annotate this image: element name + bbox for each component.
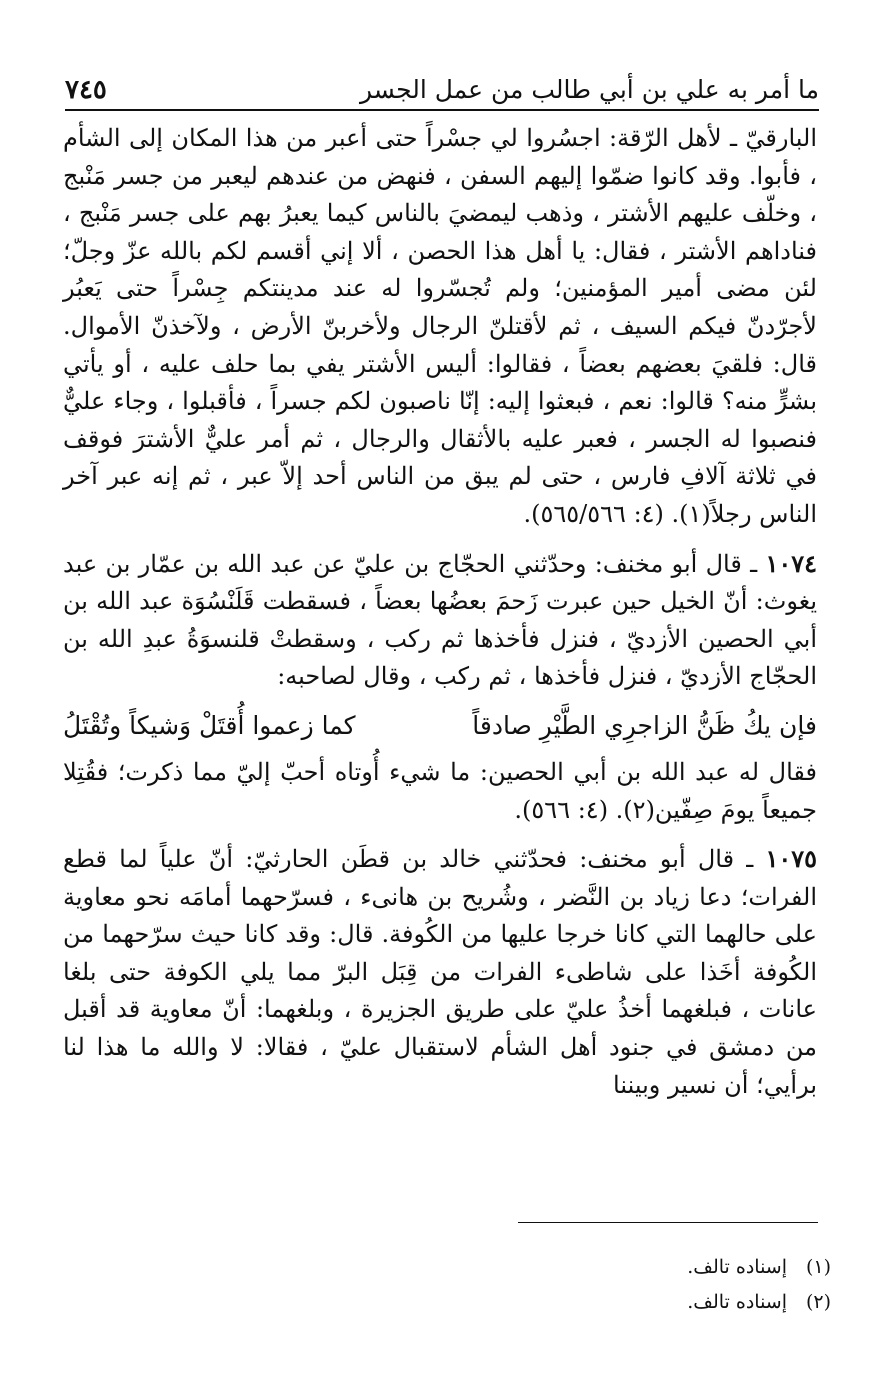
narration-number: ١٠٧٤ [765,548,817,578]
narration-text: ـ قال أبو مخنف: فحدّثني خالد بن قطَن الحارثيّ: أنّ علياً لما قطع الفرات؛ دعا زياد بن النَّضر ، وشُريح بن هانىء ، فسرّحهما أمامَه نحو معاوية على حالهما التي كانا خرجا عليها من الكُوفة. قال: وقد كانا حيث سرّحهما من الكُوفة أخَذا على شاطىء الفرات من قِبَل البرّ مما يلي الكوفة حتى بلغا عانات ، فبلغهما أخذُ عليّ على طريق الجزيرة ، وبلغهما: أنّ معاوية قد أقبل من دمشق في جنود أهل الشأم لاستقبال عليّ ، فقالا: لا والله ما هذا لنا برأيي؛ أن نسير وبيننا [63,845,817,1099]
footnote-item [63,1250,831,1285]
paragraph-verse-followup: فقال له عبد الله بن أبي الحصين: ما شيء أُوتاه أحبّ إليّ مما ذكرت؛ فقُتِلا جميعاً يومَ صِفّين(٢). (٤: ٥٦٦). [63,757,817,824]
narration-text: ـ قال أبو مخنف: وحدّثني الحجّاج بن عليّ عن عبد الله بن عمّار بن عبد يغوث: أنّ الخيل حين عبرت زَحمَ بعضُها بعضاً ، فسقطت قَلَنْسُوَة عبد الله بن أبي الحصين الأزديّ ، فنزل فأخذها ثم ركب ، وسقطتْ قلنسوَةُ عبدِ الله بن الحجّاج الأزديّ ، فنزل فأخذها ، ثم ركب ، وقال لصاحبه: [63,549,817,691]
paragraph-1075 [63,840,817,1104]
chapter-title: ما أمر به علي بن أبي طالب من عمل الجسر [360,75,819,104]
footnote-marker: (١) [805,1256,831,1278]
main-text [63,120,817,1104]
paragraph-1074 [63,545,817,696]
header-divider [65,109,819,111]
footnote-text: إسناده تالف. [687,1256,787,1278]
paragraph-continuation: البارقيّ ـ لأهل الرّقة: اجسُروا لي جسْراً حتى أعبر من هذا المكان إلى الشأم ، فأبوا. وقد كانوا ضمّوا إليهم السفن ، فنهض من عندهم ليعبر من جسر مَنْبج ، وخلّف عليهم الأشتر ، وذهب ليمضيَ بالناس كيما يعبرُ بهم على جسر مَنْبج ، فناداهم الأشتر ، فقال: يا أهل هذا الحصن ، ألا إني أقسم لكم بالله عزّ وجلّ؛ لئن مضى أمير المؤمنين؛ ولم تُجسّروا له عند مدينتكم جِسْراً حتى يَعبُر لأجرّدنّ فيكم السيف ، ثم لأقتلنّ الرجال ولأخربنّ الأرض ، ولآخذنّ الأموال. قال: فلقيَ بعضهم بعضاً ، فقالوا: أليس الأشتر يفي بما حلف عليه ، أو يأتي بشرٍّ منه؟ قالوا: نعم ، فبعثوا إليه: إنّا ناصبون لكم جسراً ، فأقبلوا ، وجاء عليٌّ فنصبوا له الجسر ، فعبر عليه بالأثقال والرجال ، ثم أمر عليٌّ الأشترَ فوقف في ثلاثة آلافِ فارس ، حتى لم يبق من الناس أحد إلاّ عبر ، ثم إنه عبر آخر الناس رجلاً(١). (٤: ٥٦٥/٥٦٦). [63,124,817,528]
verse-first-hemistich: فإن يكُ ظَنُّ الزاجرِي الطَّيْرِ صادقاً [472,710,817,740]
narration-number: ١٠٧٥ [765,844,818,874]
page-number: ٧٤٥ [65,75,107,105]
footnote-text: إسناده تالف. [687,1291,787,1313]
poetry-verse [63,706,817,746]
verse-second-hemistich: كما زعموا أُقتَلْ وَشيكاً وتُقْتَلُ [63,710,356,740]
footnote-marker: (٢) [805,1291,831,1313]
running-header [65,62,819,108]
footnote-item [63,1285,831,1320]
footnote-divider [518,1222,818,1223]
footnotes [63,1250,831,1320]
